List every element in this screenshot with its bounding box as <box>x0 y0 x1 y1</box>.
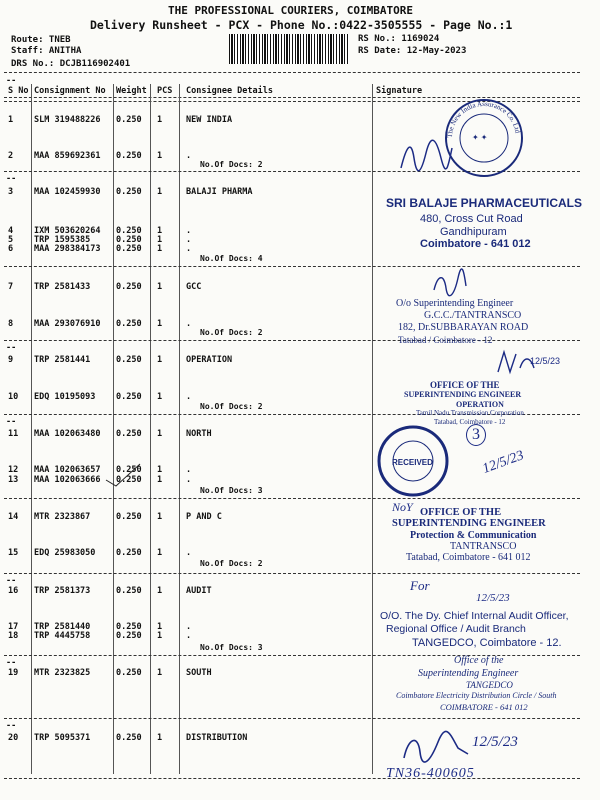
row-pcs: 1 <box>157 115 163 125</box>
handwritten-3: 3 <box>466 424 486 446</box>
operation-date: 12/5/23 <box>530 356 561 366</box>
gcc-stamp-line3: 182, Dr.SUBBARAYAN ROAD <box>398 322 529 333</box>
row-pcs: 1 <box>157 631 163 641</box>
row-sno: 6 <box>8 244 14 254</box>
row-sno: 3 <box>8 187 14 197</box>
south-stamp-line4: Coimbatore Electricity Distribution Circle / South <box>396 691 557 700</box>
row-details: OPERATION <box>186 355 233 365</box>
distribution-date: 12/5/23 <box>472 734 518 750</box>
row-pcs: 1 <box>157 622 163 632</box>
seal-text: The New India Assurance Co. Ltd <box>445 99 522 139</box>
row-details: . <box>186 151 192 161</box>
balaji-stamp-city: Coimbatore - 641 012 <box>420 238 531 250</box>
row-consignment: TRP 2581441 <box>34 355 91 365</box>
row-pcs: 1 <box>157 668 163 678</box>
row-pcs: 1 <box>157 392 163 402</box>
table-row <box>0 586 600 596</box>
col-sno: S No <box>8 86 29 96</box>
row-details: NEW INDIA <box>186 115 233 125</box>
row-details: AUDIT <box>186 586 212 596</box>
received-seal <box>376 424 450 498</box>
row-consignment: MAA 102063666 <box>34 475 101 485</box>
col-pcs: PCS <box>157 86 173 96</box>
row-consignment: IXM 503620264 <box>34 226 101 236</box>
row-consignment: MAA 102063657 <box>34 465 101 475</box>
row-pcs: 1 <box>157 429 163 439</box>
row-consignment: MAA 102459930 <box>34 187 101 197</box>
row-weight: 0.250 <box>116 235 142 245</box>
row-sno: 20 <box>8 733 19 743</box>
row-consignment: TRP 2581433 <box>34 282 91 292</box>
docs-count: No.Of Docs: 3 <box>200 486 263 495</box>
row-pcs: 1 <box>157 586 163 596</box>
row-details: . <box>186 548 192 558</box>
audit-date: 12/5/23 <box>476 592 510 604</box>
table-row <box>0 429 600 439</box>
row-pcs: 1 <box>157 465 163 475</box>
divider <box>4 72 580 73</box>
row-pcs: 1 <box>157 187 163 197</box>
divider <box>4 266 580 267</box>
divider-mark: -- <box>6 343 17 353</box>
divider <box>4 718 580 719</box>
row-consignment: EDQ 25983050 <box>34 548 96 558</box>
row-weight: 0.250 <box>116 115 142 125</box>
audit-stamp-line1: O/O. The Dy. Chief Internal Audit Officer, <box>380 610 569 622</box>
row-sno: 7 <box>8 282 14 292</box>
divider-mark: -- <box>6 174 17 184</box>
gcc-stamp-line1: O/o Superintending Engineer <box>396 298 514 309</box>
row-sno: 17 <box>8 622 19 632</box>
row-details: . <box>186 319 192 329</box>
row-details: . <box>186 392 192 402</box>
docs-count: No.Of Docs: 3 <box>200 643 263 652</box>
company-title: THE PROFESSIONAL COURIERS, COIMBATORE <box>168 4 414 17</box>
route: Route: TNEB <box>11 35 71 45</box>
row-weight: 0.250 <box>116 355 142 365</box>
row-sno: 16 <box>8 586 19 596</box>
row-consignment: MAA 102063480 <box>34 429 101 439</box>
row-consignment: MAA 859692361 <box>34 151 101 161</box>
pandc-stamp-line5: Tatabad, Coimbatore - 641 012 <box>406 552 531 563</box>
row-pcs: 1 <box>157 226 163 236</box>
row-pcs: 1 <box>157 355 163 365</box>
row-details: . <box>186 631 192 641</box>
tick-scribble <box>104 460 144 490</box>
divider <box>4 340 580 341</box>
pandc-stamp-line2: SUPERINTENDING ENGINEER <box>392 518 546 529</box>
audit-stamp-line3: TANGEDCO, Coimbatore - 12. <box>412 637 562 649</box>
divider <box>4 778 580 779</box>
row-weight: 0.250 <box>116 668 142 678</box>
row-consignment: MTR 2323867 <box>34 512 91 522</box>
divider <box>4 573 580 574</box>
row-details: BALAJI PHARMA <box>186 187 253 197</box>
row-sno: 4 <box>8 226 14 236</box>
divider-mark: -- <box>6 658 17 668</box>
operation-stamp-line1: OFFICE OF THE <box>430 380 500 390</box>
docs-count: No.Of Docs: 2 <box>200 402 263 411</box>
south-stamp-line5: COIMBATORE - 641 012 <box>440 702 528 712</box>
audit-for: For <box>410 578 430 593</box>
row-sno: 19 <box>8 668 19 678</box>
gcc-signature <box>430 268 470 298</box>
row-details: NORTH <box>186 429 212 439</box>
operation-stamp-line3: OPERATION <box>456 400 504 409</box>
row-consignment: TRP 5095371 <box>34 733 91 743</box>
gcc-stamp-line2: G.C.C./TANTRANSCO <box>424 310 522 321</box>
gcc-stamp-line4: Tatabad / Coimbatore - 12 <box>398 335 493 345</box>
row-consignment: SLM 319488226 <box>34 115 101 125</box>
docs-count: No.Of Docs: 4 <box>200 254 263 263</box>
col-consignment: Consignment No <box>34 86 106 96</box>
divider-mark: -- <box>6 417 17 427</box>
divider-mark: -- <box>6 721 17 731</box>
row-consignment: TRP 2581373 <box>34 586 91 596</box>
row-weight: 0.250 <box>116 586 142 596</box>
rs-number: RS No.: 1169024 <box>358 34 440 44</box>
row-weight: 0.250 <box>116 465 142 475</box>
balaji-stamp-addr1: 480, Cross Cut Road <box>420 213 523 225</box>
row-details: . <box>186 622 192 632</box>
operation-stamp-line4: Tamil Nadu Transmission Corporation <box>416 409 524 417</box>
docs-count: No.Of Docs: 2 <box>200 328 263 337</box>
pandc-initial: NoY <box>392 500 413 514</box>
row-consignment: MAA 298384173 <box>34 244 101 254</box>
row-weight: 0.250 <box>116 151 142 161</box>
seal-center-mark: ✦ ✦ <box>472 133 488 142</box>
row-details: DISTRIBUTION <box>186 733 248 743</box>
divider-mark: -- <box>6 576 17 586</box>
row-sno: 15 <box>8 548 19 558</box>
row-sno: 2 <box>8 151 14 161</box>
row-pcs: 1 <box>157 512 163 522</box>
runsheet-title: Delivery Runsheet - PCX - Phone No.:0422-3505555 - Page No.:1 <box>90 18 513 32</box>
row-weight: 0.250 <box>116 319 142 329</box>
drs-number: DRS No.: DCJB116902401 <box>11 59 131 69</box>
south-stamp-line2: Superintending Engineer <box>418 668 519 679</box>
row-pcs: 1 <box>157 151 163 161</box>
row-weight: 0.250 <box>116 429 142 439</box>
col-signature: Signature <box>376 86 423 96</box>
row-consignment: TRP 4445758 <box>34 631 91 641</box>
row-weight: 0.250 <box>116 392 142 402</box>
row-sno: 14 <box>8 512 19 522</box>
row-weight: 0.250 <box>116 512 142 522</box>
operation-stamp-line5: Tatabad, Coimbatore - 12 <box>434 418 506 426</box>
received-date: 12/5/23 <box>480 448 526 477</box>
docs-count: No.Of Docs: 2 <box>200 160 263 169</box>
staff: Staff: ANITHA <box>11 46 82 56</box>
operation-stamp-line2: SUPERINTENDING ENGINEER <box>404 390 522 399</box>
row-sno: 5 <box>8 235 14 245</box>
balaji-stamp-name: SRI BALAJE PHARMACEUTICALS <box>386 196 583 210</box>
table-row <box>0 475 600 485</box>
row-weight: 0.250 <box>116 226 142 236</box>
row-pcs: 1 <box>157 733 163 743</box>
row-consignment: TRP 2581440 <box>34 622 91 632</box>
row-sno: 8 <box>8 319 14 329</box>
row-sno: 11 <box>8 429 19 439</box>
divider <box>4 498 580 499</box>
row-pcs: 1 <box>157 282 163 292</box>
received-seal-text: RECEIVED <box>392 458 433 467</box>
row-weight: 0.250 <box>116 548 142 558</box>
row-pcs: 1 <box>157 475 163 485</box>
row-weight: 0.250 <box>116 187 142 197</box>
row-pcs: 1 <box>157 319 163 329</box>
docs-count: No.Of Docs: 2 <box>200 559 263 568</box>
row-details: . <box>186 475 192 485</box>
south-stamp-line1: Office of the <box>454 655 504 666</box>
divider-mark: -- <box>6 76 17 86</box>
row-details: . <box>186 244 192 254</box>
row-weight: 0.250 <box>116 244 142 254</box>
row-weight: 0.250 <box>116 282 142 292</box>
pandc-stamp-line3: Protection & Communication <box>410 530 537 541</box>
col-weight: Weight <box>116 86 147 96</box>
row-details: GCC <box>186 282 202 292</box>
row-consignment: TRP 1595385 <box>34 235 91 245</box>
row-details: . <box>186 226 192 236</box>
row-weight: 0.250 <box>116 631 142 641</box>
table-row <box>0 282 600 292</box>
row-weight: 0.250 <box>116 475 142 485</box>
row-weight: 0.250 <box>116 733 142 743</box>
row-pcs: 1 <box>157 235 163 245</box>
row-details: . <box>186 465 192 475</box>
row-sno: 12 <box>8 465 19 475</box>
distribution-number: TN36-400605 <box>386 766 475 781</box>
row-pcs: 1 <box>157 548 163 558</box>
row-sno: 13 <box>8 475 19 485</box>
row-details: P AND C <box>186 512 222 522</box>
rs-date: RS Date: 12-May-2023 <box>358 46 467 56</box>
balaji-stamp-addr2: Gandhipuram <box>440 226 507 238</box>
row-consignment: MTR 2323825 <box>34 668 91 678</box>
row-weight: 0.250 <box>116 622 142 632</box>
row-sno: 10 <box>8 392 19 402</box>
row-consignment: MAA 293076910 <box>34 319 101 329</box>
row-details: SOUTH <box>186 668 212 678</box>
table-header <box>0 86 600 96</box>
row-sno: 18 <box>8 631 19 641</box>
pandc-stamp-line1: OFFICE OF THE <box>420 507 502 518</box>
barcode <box>229 34 349 64</box>
col-consignee: Consignee Details <box>186 86 273 96</box>
row-sno: 1 <box>8 115 14 125</box>
south-stamp-line3: TANGEDCO <box>466 680 513 690</box>
row-pcs: 1 <box>157 244 163 254</box>
pandc-stamp-line4: TANTRANSCO <box>450 541 517 552</box>
row-consignment: EDQ 10195093 <box>34 392 96 402</box>
row-details: . <box>186 235 192 245</box>
distribution-signature <box>398 728 478 766</box>
audit-stamp-line2: Regional Office / Audit Branch <box>386 623 526 635</box>
row-sno: 9 <box>8 355 14 365</box>
signature-scribble <box>396 128 456 178</box>
